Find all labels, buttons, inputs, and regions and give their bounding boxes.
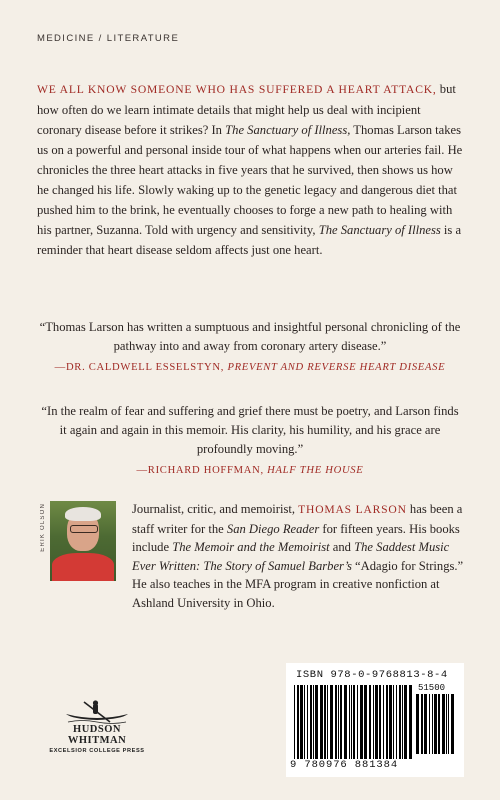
barcode-bar xyxy=(344,685,347,759)
barcode-bar xyxy=(310,685,312,759)
publisher-name-2: WHITMAN xyxy=(67,735,127,746)
barcode-bar xyxy=(364,685,367,759)
barcode-bar xyxy=(353,685,355,759)
bio-book-title: The Saddest Music Ever Written: The Story of Samuel Barber’s xyxy=(132,540,450,573)
barcode-bar xyxy=(383,685,384,759)
blurb-book-title: The Sanctuary of Illness xyxy=(318,223,441,237)
barcode-bar xyxy=(304,685,305,759)
publisher-press: EXCELSIOR COLLEGE PRESS xyxy=(49,748,145,754)
bio-text: for fifteen years. His books include xyxy=(132,521,460,555)
blurb-text: is a reminder that heart disease seldom affects just one heart. xyxy=(37,223,462,257)
barcode-bar xyxy=(313,685,314,759)
barcode-bar xyxy=(338,685,339,759)
barcode-bar xyxy=(446,694,447,754)
barcode-bar xyxy=(379,685,381,759)
barcode-bar xyxy=(448,694,449,754)
photo-credit: ERIK OLSON xyxy=(40,503,46,552)
barcode-bar xyxy=(432,694,433,754)
blurb-book-title: The Sanctuary of Illness, xyxy=(225,123,351,137)
barcode-bar xyxy=(324,685,326,759)
barcode-bar xyxy=(294,685,295,759)
barcode-bar xyxy=(373,685,374,759)
isbn-label: ISBN 978-0-9768813-8-4 xyxy=(296,669,448,681)
barcode-bar xyxy=(351,685,352,759)
quote-source: PREVENT AND REVERSE HEART DISEASE xyxy=(227,362,446,373)
quote-text: “Thomas Larson has written a sumptuous and insightful personal chronicling of the pathway into and away from coronary artery disease.” xyxy=(39,320,461,353)
barcode-bar xyxy=(340,685,342,759)
barcode-bar xyxy=(393,685,394,759)
quote-attribution xyxy=(37,358,463,377)
endorsement-quote xyxy=(37,318,463,377)
barcode-bar xyxy=(434,694,437,754)
quote-author: —RICHARD HOFFMAN, xyxy=(136,465,264,476)
author-photo xyxy=(50,501,116,581)
back-cover-blurb xyxy=(37,79,463,260)
author-bio xyxy=(132,500,472,613)
quote-source: HALF THE HOUSE xyxy=(267,465,364,476)
blurb-text: Thomas Larson takes us on a powerful and personal inside tour of what happens when our arteries fail. He chronicles the three heart attacks in five years that he survived, then shows us how he changed his life. Slowly waking up to the genetic legacy and dangerous diet that pushed him to the brink, he eventually chooses to forge a new path to healing with his partner, Suzanna. Told with urgency and sensitivity, xyxy=(37,123,463,237)
bio-text: and xyxy=(329,540,355,555)
barcode-bar xyxy=(320,685,323,759)
barcode-bars xyxy=(294,685,412,759)
barcode-bar xyxy=(330,685,333,759)
category-label: MEDICINE / LITERATURE xyxy=(37,33,180,44)
barcode-bar xyxy=(349,685,350,759)
publisher-logo xyxy=(42,700,152,754)
barcode-bar xyxy=(300,685,303,759)
barcode-bar xyxy=(416,694,419,754)
barcode-bar xyxy=(438,694,440,754)
barcode-bar xyxy=(375,685,378,759)
author-name: THOMAS LARSON xyxy=(298,503,407,516)
quote-attribution xyxy=(37,461,463,480)
barcode-bar xyxy=(402,685,403,759)
barcode-bar xyxy=(297,685,299,759)
endorsement-quote xyxy=(37,402,463,480)
blurb-text: but how often do we learn intimate details that might help us deal with incipient coronary disease before it strikes? In xyxy=(37,82,456,137)
barcode-bar xyxy=(442,694,445,754)
barcode-bar xyxy=(327,685,328,759)
barcode-bar xyxy=(409,685,412,759)
quote-author: —DR. CALDWELL ESSELSTYN, xyxy=(54,362,225,373)
bio-text: “Adagio for Strings.” He also teaches in the MFA program in creative nonfiction at Ashland University in Ohio. xyxy=(132,558,464,610)
quote-text: “In the realm of fear and suffering and grief there must be poetry, and Larson finds it again and again in this memoir. His clarity, his humility, and his grace are profoundly moving.” xyxy=(41,404,459,456)
barcode-bar xyxy=(451,694,454,754)
barcode-bar xyxy=(307,685,308,759)
barcode-bar xyxy=(360,685,363,759)
publisher-name-1: HUDSON xyxy=(73,724,121,735)
barcode-bar xyxy=(389,685,392,759)
barcode xyxy=(286,663,464,777)
bio-text: has been a staff writer for the xyxy=(132,502,463,536)
barcode-bar xyxy=(424,694,427,754)
price-code: 51500 xyxy=(418,683,446,693)
barcode-addon-bars xyxy=(416,694,458,754)
barcode-bar xyxy=(386,685,388,759)
barcode-bar xyxy=(421,694,423,754)
barcode-digits: 9 780976 881384 xyxy=(290,759,399,771)
bio-publication: San Diego Reader xyxy=(226,521,320,536)
blurb-lead: WE ALL KNOW SOMEONE WHO HAS SUFFERED A HEART ATTACK, xyxy=(37,83,437,96)
barcode-bar xyxy=(357,685,358,759)
bio-book-title: The Memoir and the Memoirist xyxy=(172,540,330,555)
barcode-bar xyxy=(315,685,318,759)
barcode-bar xyxy=(399,685,401,759)
barcode-bar xyxy=(369,685,371,759)
barcode-bar xyxy=(429,694,430,754)
canoe-icon xyxy=(62,700,132,724)
bio-text: Journalist, critic, and memoirist, xyxy=(132,502,299,516)
barcode-bar xyxy=(396,685,397,759)
barcode-bar xyxy=(404,685,407,759)
barcode-bar xyxy=(335,685,337,759)
